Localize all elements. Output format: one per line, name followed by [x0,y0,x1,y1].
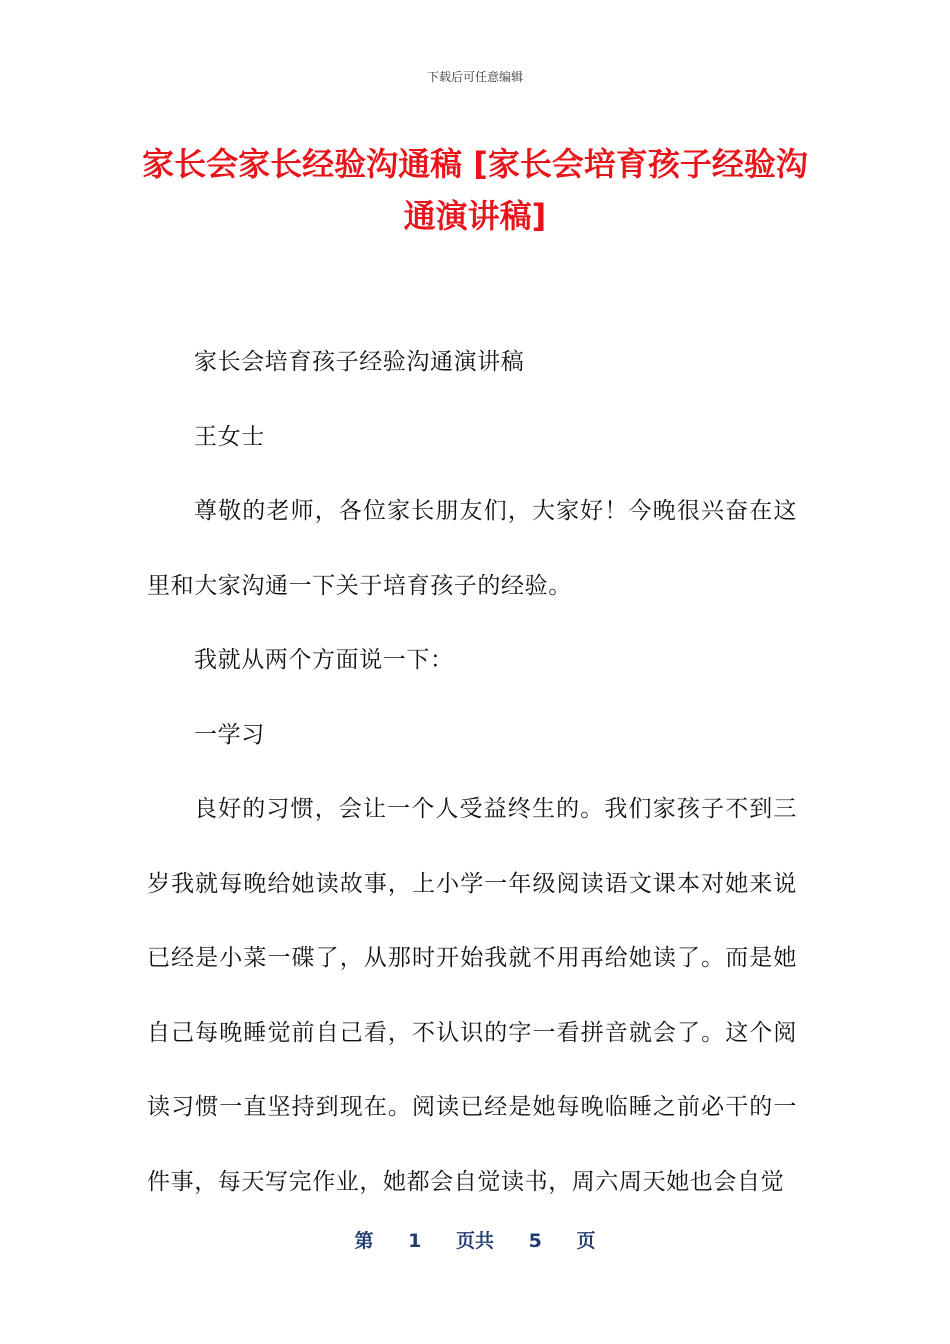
footer-middle: 页共 [455,1230,494,1252]
paragraph-greeting: 尊敬的老师，各位家长朋友们，大家好！今晚很兴奋在这里和大家沟通一下关于培育孩子的经验。 [147,498,797,599]
paragraph-subtitle: 家长会培育孩子经验沟通演讲稿 [194,349,525,375]
paragraph-section-heading: 一学习 [194,721,265,748]
page-footer [0,1226,950,1253]
footer-prefix: 第 [354,1230,374,1252]
paragraph-intro: 我就从两个方面说一下： [194,647,454,673]
header-note: 下载后可任意编辑 [426,70,523,84]
footer-page-number: 1 [408,1230,422,1252]
document-body [147,325,797,1219]
paragraph-content: 良好的习惯，会让一个人受益终生的。我们家孩子不到三岁我就每晚给她读故事，上小学一年级阅读语文课本对她来说已经是小菜一碟了，从那时开始我就不用再给她读了。而是她自己每晚睡觉前自己看，不认识的字一看拼音就会了。这个阅读习惯一直坚持到现在。阅读已经是她每晚临睡之前必干的一件事，每天写完作业，她都会自觉读书，周六周天她也会自觉 [147,796,797,1195]
footer-total-pages: 5 [528,1230,542,1252]
footer-suffix: 页 [576,1230,596,1252]
paragraph-author: 王女士 [194,423,265,450]
document-title: 家长会家长经验沟通稿 [家长会培育孩子经验沟通演讲稿] [142,145,808,235]
